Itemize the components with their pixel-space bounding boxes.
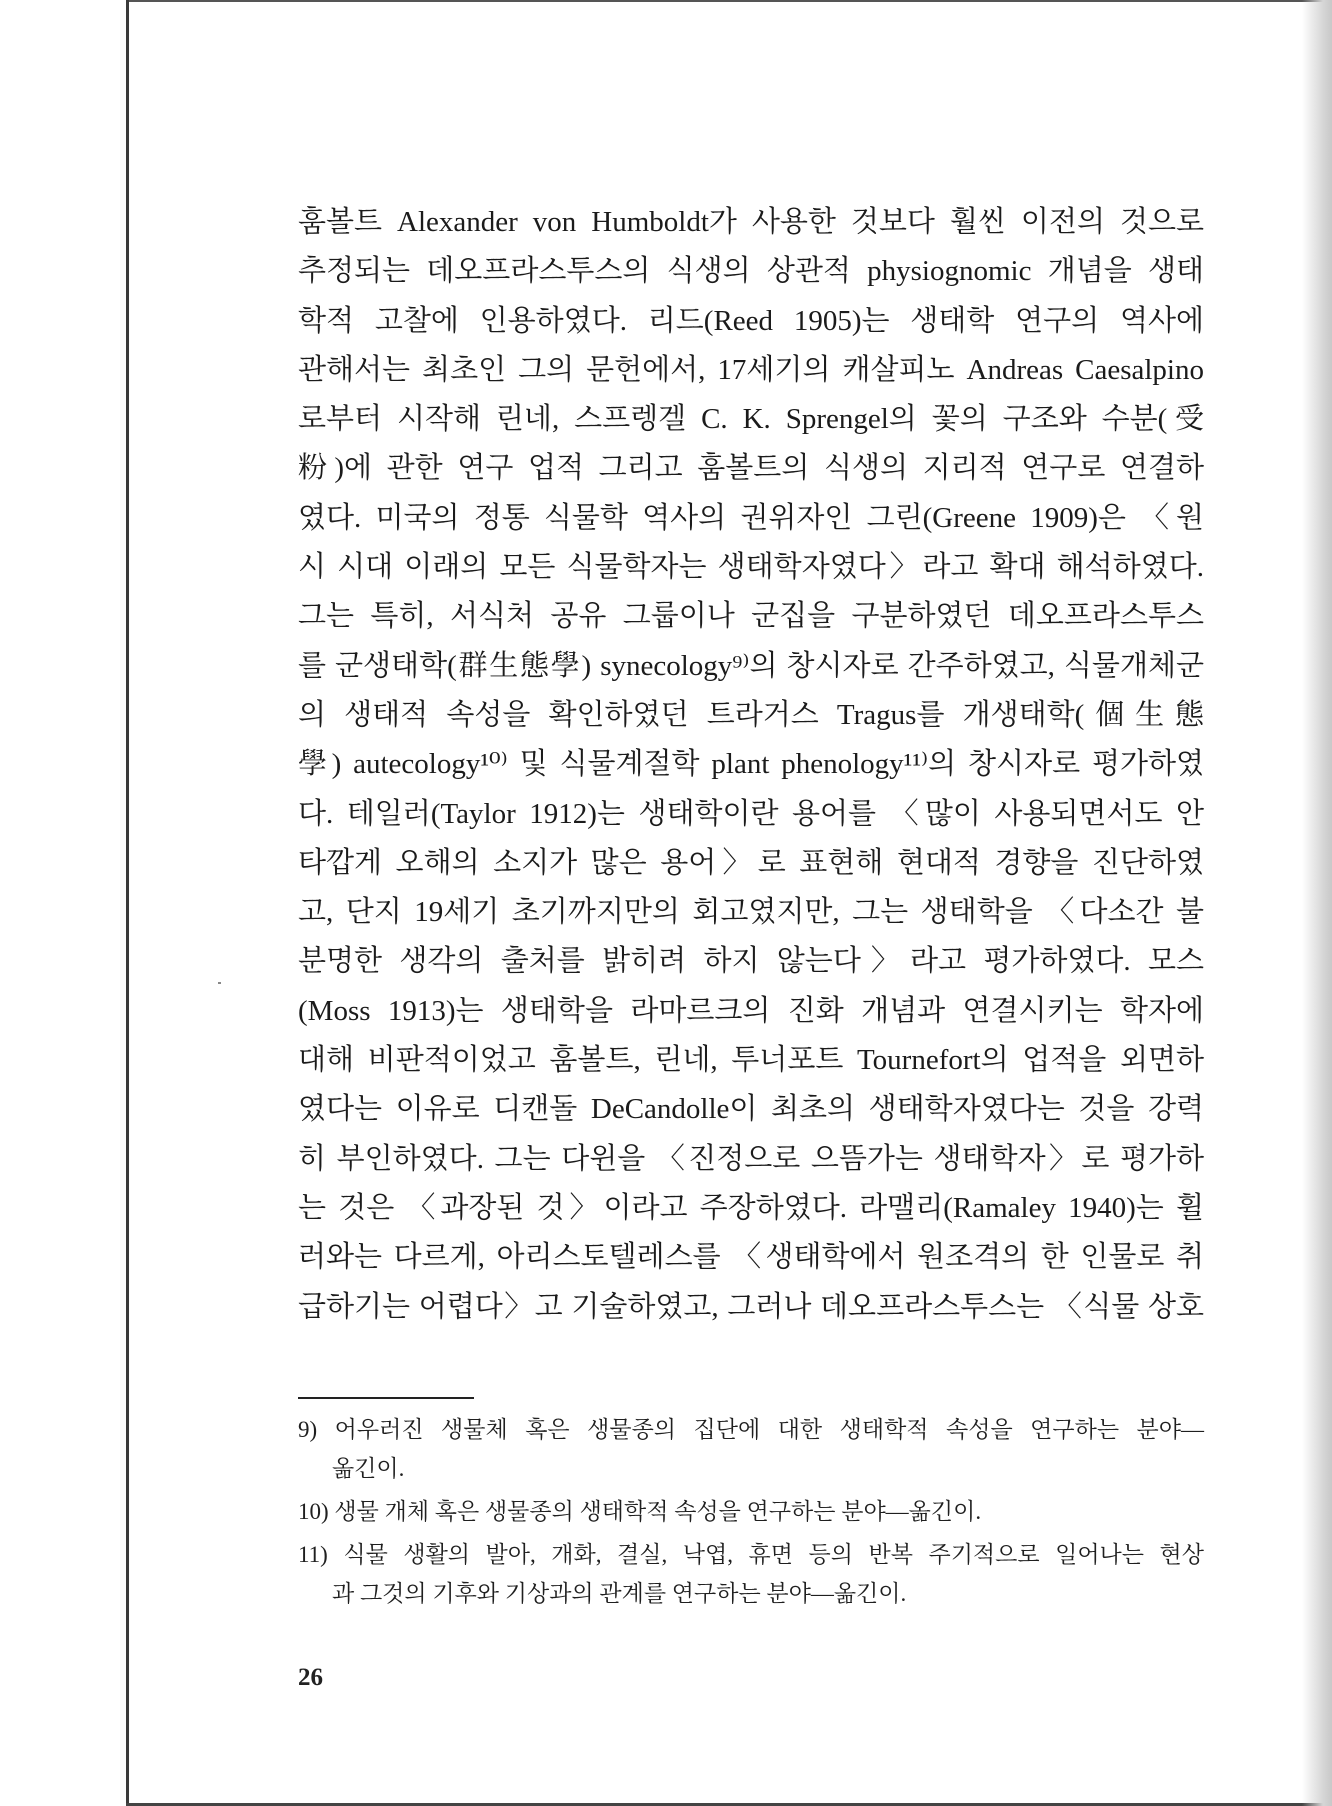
body-line: 러와는 다르게, 아리스토텔레스를 〈생태학에서 원조격의 한 인물로 취 bbox=[298, 1241, 1204, 1274]
body-line: 관해서는 최초인 그의 문헌에서, 17세기의 캐살피노 Andreas Caesalpino bbox=[298, 353, 1204, 386]
body-line: 대해 비판적이었고 훔볼트, 린네, 투너포트 Tournefort의 업적을 외면하 bbox=[298, 1044, 1204, 1077]
body-line: 의 생태적 속성을 확인하였던 트라거스 Tragus를 개생태학(個生態 bbox=[298, 698, 1204, 731]
body-line: 粉)에 관한 연구 업적 그리고 훔볼트의 식생의 지리적 연구로 연결하 bbox=[298, 452, 1204, 485]
footnote-9-continued: 옮긴이. bbox=[332, 1456, 405, 1481]
body-line: 히 부인하였다. 그는 다윈을 〈진정으로 으뜸가는 생태학자〉로 평가하 bbox=[298, 1142, 1204, 1175]
body-line: 추정되는 데오프라스투스의 식생의 상관적 physiognomic 개념을 생태 bbox=[298, 255, 1204, 288]
footnote-9: 9) 어우러진 생물체 혹은 생물종의 집단에 대한 생태학적 속성을 연구하는 분야— bbox=[298, 1417, 1204, 1442]
page-number: 26 bbox=[298, 1664, 323, 1691]
body-line: 훔볼트 Alexander von Humboldt가 사용한 것보다 훨씬 이전의 것으로 bbox=[298, 206, 1204, 238]
body-line: 를 군생태학(群生態學) synecology⁹⁾의 창시자로 간주하였고, 식물개체군 bbox=[298, 649, 1204, 682]
body-line: (Moss 1913)는 생태학을 라마르크의 진화 개념과 연결시키는 학자에 bbox=[298, 994, 1204, 1027]
body-line: 다. 테일러(Taylor 1912)는 생태학이란 용어를 〈많이 사용되면서도 안 bbox=[298, 797, 1204, 830]
body-line: 는 것은 〈과장된 것〉이라고 주장하였다. 라맬리(Ramaley 1940)는 휠 bbox=[298, 1191, 1204, 1224]
footnote-11: 11) 식물 생활의 발아, 개화, 결실, 낙엽, 휴면 등의 반복 주기적으로 일어나는 현상 bbox=[298, 1542, 1204, 1567]
body-text bbox=[298, 198, 1204, 1332]
page-edge-top bbox=[126, 0, 1332, 2]
body-line: 급하기는 어렵다〉고 기술하였고, 그러나 데오프라스투스는 〈식물 상호 bbox=[298, 1290, 1204, 1323]
body-line: 로부터 시작해 린네, 스프렝겔 C. K. Sprengel의 꽃의 구조와 수분(受 bbox=[298, 403, 1204, 436]
body-line: 學) autecology¹⁰⁾ 및 식물계절학 plant phenology¹¹⁾의 창시자로 평가하였 bbox=[298, 748, 1204, 781]
footnote-separator bbox=[298, 1397, 474, 1399]
page-edge-left bbox=[126, 0, 129, 1806]
footnote-10: 10) 생물 개체 혹은 생물종의 생태학적 속성을 연구하는 분야—옮긴이. bbox=[298, 1499, 982, 1524]
scan-speck bbox=[218, 982, 221, 984]
body-line: 그는 특히, 서식처 공유 그룹이나 군집을 구분하였던 데오프라스투스 bbox=[298, 600, 1204, 633]
body-line: 분명한 생각의 출처를 밝히려 하지 않는다〉라고 평가하였다. 모스 bbox=[298, 945, 1204, 978]
footnotes bbox=[298, 1410, 1204, 1613]
body-line: 학적 고찰에 인용하였다. 리드(Reed 1905)는 생태학 연구의 역사에 bbox=[298, 304, 1204, 337]
body-line: 였다는 이유로 디캔돌 DeCandolle이 최초의 생태학자였다는 것을 강력 bbox=[298, 1093, 1204, 1126]
body-line: 타깝게 오해의 소지가 많은 용어〉로 표현해 현대적 경향을 진단하였 bbox=[298, 846, 1204, 879]
body-line: 고, 단지 19세기 초기까지만의 회고였지만, 그는 생태학을 〈다소간 불 bbox=[298, 896, 1204, 929]
body-line: 시 시대 이래의 모든 식물학자는 생태학자였다〉라고 확대 해석하였다. bbox=[298, 551, 1204, 584]
body-line: 였다. 미국의 정통 식물학 역사의 권위자인 그린(Greene 1909)은 〈원 bbox=[298, 501, 1204, 534]
page-shadow-right bbox=[1302, 0, 1332, 1806]
footnote-11-continued: 과 그것의 기후와 기상과의 관계를 연구하는 분야—옮긴이. bbox=[332, 1581, 907, 1606]
